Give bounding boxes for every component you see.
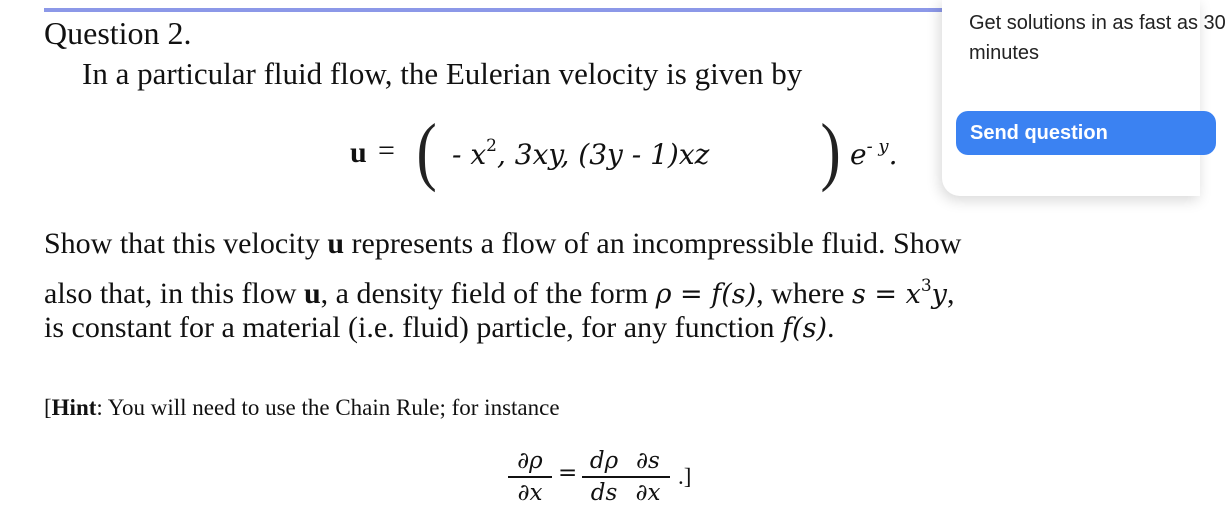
chain-rule-equals: = [558,460,578,486]
equation-left-paren: ( [416,109,437,193]
fraction-2-denominator: ds [590,480,618,506]
body-line-3-text-b: . [826,311,835,344]
body-line-1-u: u [327,227,345,260]
hint-text [44,393,560,423]
equation-inner-power: 2 [486,136,497,156]
body-line-2-text-d: , [946,277,955,310]
fraction-3-numerator: ∂s [636,448,660,474]
fraction-1-denominator: ∂x [517,480,543,506]
equation-right-paren: ) [820,109,841,193]
ask-question-panel [942,0,1226,196]
equation-inner-rest: , 3xy, (3y - 1)xz [496,138,710,171]
send-question-button[interactable]: Send question [956,111,1216,155]
s-expression-base: s = x [851,279,921,310]
fraction-1-bar [508,476,552,478]
body-line-3-text-a: is constant for a material (i.e. fluid) particle, for any function [44,311,783,344]
hint-open-bracket: [ [44,395,52,420]
question-intro: In a particular fluid flow, the Eulerian velocity is given by [82,56,803,91]
body-line-2-text-c: , where [756,277,852,310]
body-line-2-text-a: also that, in this flow [44,277,304,310]
s-expression [851,276,947,310]
equation-exponential [850,136,897,171]
hint-label: Hint [51,395,97,420]
body-line-2-u: u [303,277,321,310]
equation-inner-prefix: - x [452,138,487,171]
body-line-1-text-a: Show that this velocity [44,227,328,260]
body-line-3 [44,308,834,349]
fraction-3-denominator: ∂x [635,480,661,506]
body-line-2-text-b: , a density field of the form [320,277,656,310]
promo-text: Get solutions in as fast as 30 minutes [969,12,1226,64]
hint-body: : You will need to use the Chain Rule; for instance [96,395,560,420]
question-title: Question 2. [44,15,192,51]
hint-close: .] [678,464,692,489]
equation-end: . [888,138,898,171]
equation-equals: = [378,134,395,167]
function-expression: f(s) [782,313,827,344]
equation-lhs: u [350,136,367,169]
density-expression: ρ = f(s) [655,279,757,310]
equation-exp-base: e [850,138,867,171]
fraction-drho-ds [582,448,626,506]
fraction-3-bar [626,476,670,478]
fraction-2-bar [582,476,626,478]
body-line-1-text-b: represents a flow of an incompressible fluid. Show [344,227,962,260]
s-expression-power: 3 [920,276,932,296]
fraction-ds-dx [626,448,670,506]
equation-inner [452,136,709,171]
fraction-1-numerator: ∂ρ [517,448,543,474]
body-line-1 [44,224,961,264]
fraction-2-numerator: dρ [589,448,619,474]
fraction-drho-dx [508,448,552,506]
s-expression-tail: y [931,279,947,310]
equation-exp-power: - y [866,136,889,157]
